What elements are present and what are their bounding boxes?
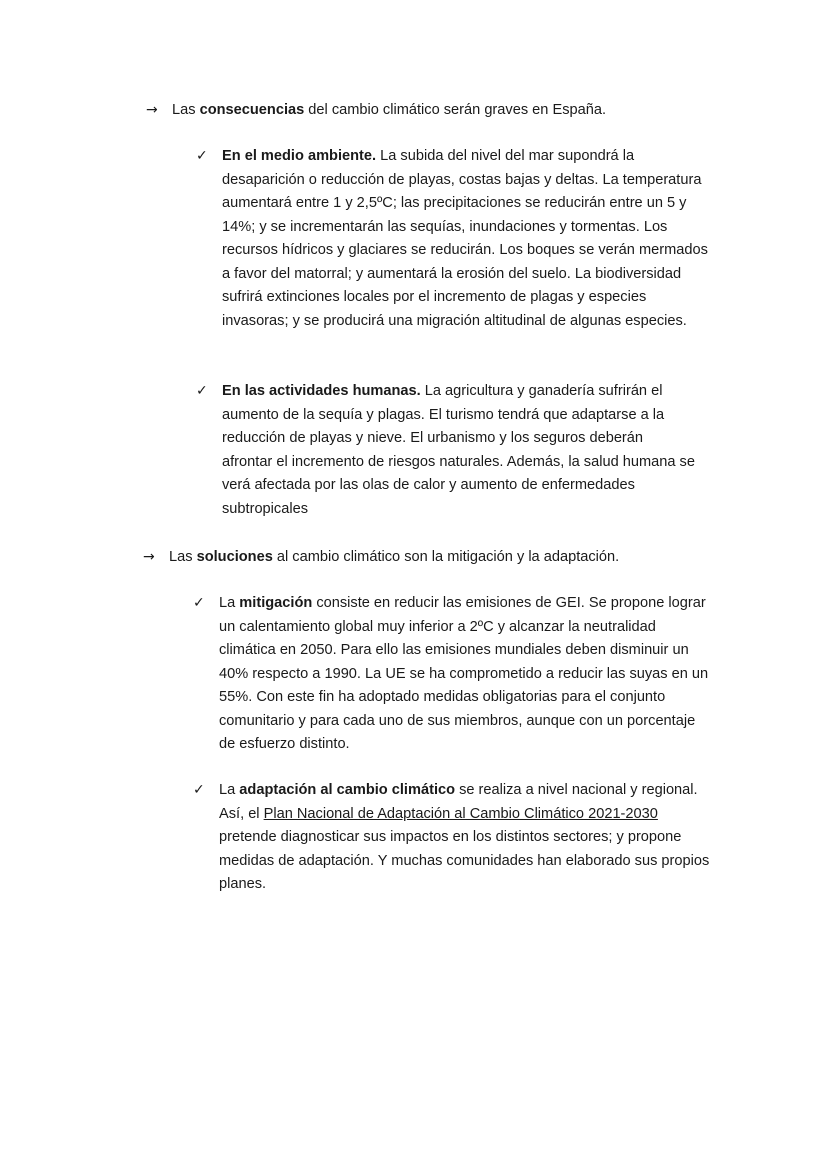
mitigation-item: ✓ La mitigación consiste en reducir las emisiones de GEI. Se propone lograr un calentamiento global muy inferior a 2ºC y alcanzar la neutralidad climática en 2050. Para ello las emisiones mundiales deben disminuir un 40% respecto a 1990. La UE se ha comprometido a reducir las suyas en un 55%. Con este fin ha adoptado medidas obligatorias para el conjunto comunitario y para cada uno de sus miembros, aunque con un porcentaje de esfuerzo distinto. <box>193 592 713 757</box>
solutions-heading: → Las soluciones al cambio climático son la mitigación y la adaptación. <box>143 549 620 565</box>
environment-item <box>196 145 711 333</box>
national-plan-link[interactable]: Plan Nacional de Adaptación al Cambio Climático 2021-2030 <box>263 805 658 822</box>
check-icon: ✓ <box>193 595 205 611</box>
environment-title: En el medio ambiente. <box>222 148 377 164</box>
consequences-heading: → Las consecuencias del cambio climático serán graves en España. <box>146 102 607 118</box>
consequences-keyword: consecuencias <box>199 102 305 118</box>
human-activities-item <box>196 380 696 521</box>
arrow-icon: → <box>146 102 158 118</box>
adaptation-item: ✓ La adaptación al cambio climático se realiza a nivel nacional y regional. Así, el Plan Nacional de Adaptación al Cambio Climático 2021-2030 pretende diagnosticar sus impactos en los distintos sectores; y propone medidas de adaptación. Y muchas comunidades han elaborado sus propios planes. <box>193 779 713 897</box>
arrow-icon: → <box>143 549 155 565</box>
solutions-keyword: soluciones <box>196 549 273 565</box>
check-icon: ✓ <box>193 782 205 798</box>
mitigation-title: mitigación <box>239 595 313 611</box>
check-icon: ✓ <box>196 383 208 399</box>
mitigation-text: consiste en reducir las emisiones de GEI. Se propone lograr un calentamiento global muy inferior a 2ºC y alcanzar la neutralidad climática en 2050. Para ello las emisiones mundiales deben disminuir un 40% respecto a 1990. La UE se ha comprometido a reducir las suyas en un 55%. Con este fin ha adoptado medidas obligatorias para el conjunto comunitario y para cada uno de sus miembros, aunque con un porcentaje de esfuerzo distinto. <box>219 595 709 752</box>
human-activities-text: La agricultura y ganadería sufrirán el aumento de la sequía y plagas. El turismo tendrá que adaptarse a la reducción de playas y nieve. El urbanismo y los seguros deberán afrontar el incremento de riesgos naturales. Además, la salud humana se verá afectada por las olas de calor y aumento de enfermedades subtropicales <box>222 383 695 517</box>
human-activities-title: En las actividades humanas. <box>222 383 421 399</box>
environment-text: La subida del nivel del mar supondrá la desaparición o reducción de playas, costas bajas y deltas. La temperatura aumentará entre 1 y 2,5ºC; las precipitaciones se reducirán entre un 5 y 14%; y se incrementarán las sequías, inundaciones y tormentas. Los recursos hídricos y glaciares se reducirán. Los boques se verán mermados a favor del matorral; y aumentará la erosión del suelo. La biodiversidad sufrirá extinciones locales por el incremento de plagas y especies invasoras; y se producirá una migración altitudinal de algunas especies. <box>222 148 708 329</box>
adaptation-title: adaptación al cambio climático <box>239 782 456 798</box>
check-icon: ✓ <box>196 148 208 164</box>
